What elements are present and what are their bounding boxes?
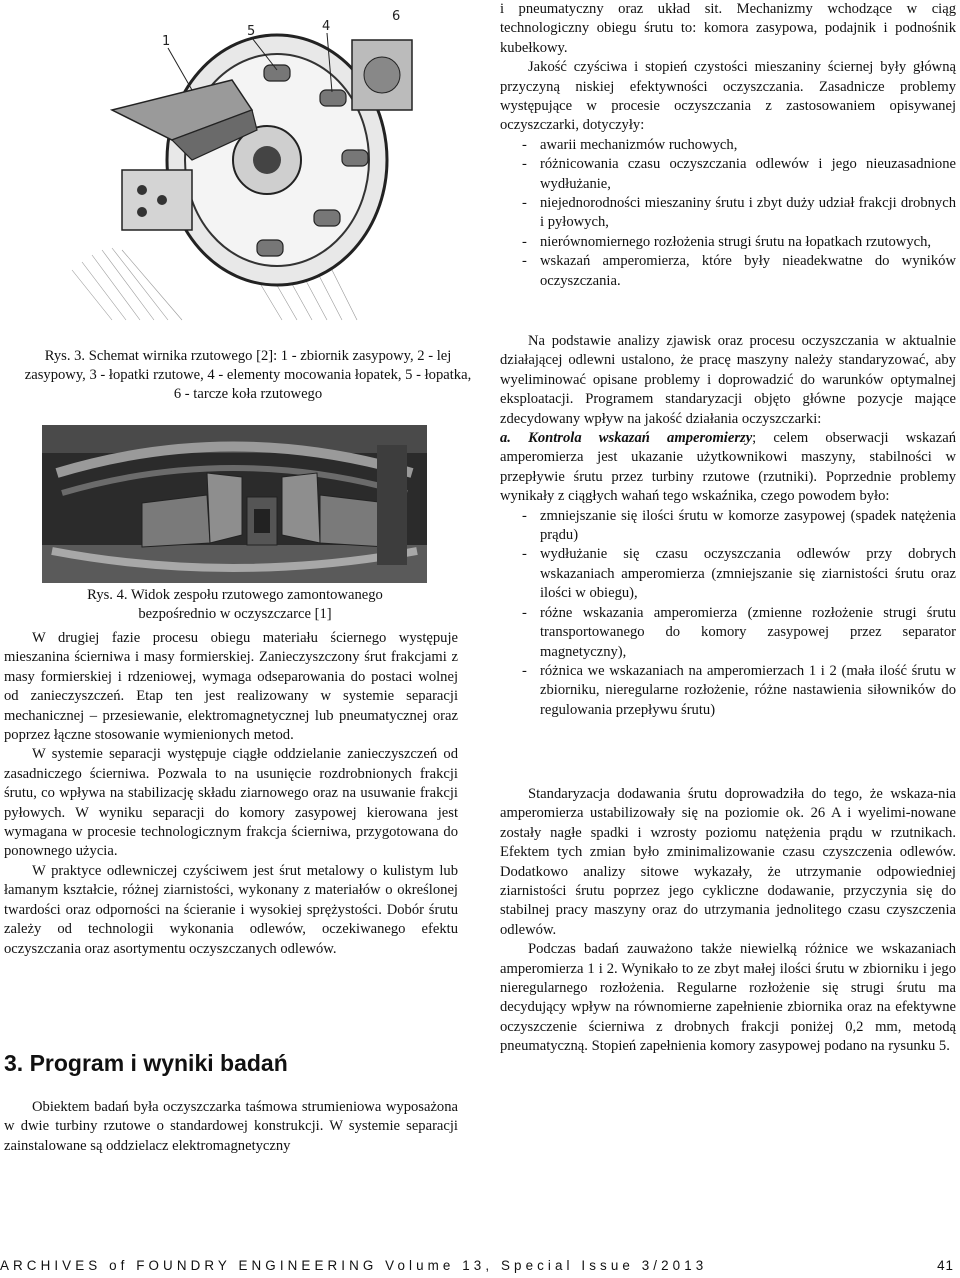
svg-text:1: 1 [162,34,171,49]
figure-4-caption-line1: Rys. 4. Widok zespołu rzutowego zamontowanego [87,587,383,603]
paragraph: W praktyce odlewniczej czyściwem jest śrut metalowy o kulistym lub łamanym kształcie, różnej ziarnistości, wykonany z materiałów o określonej twardości oraz odporności na ścieranie i wysokiej sprężystości. Dobór śrutu zależy od technologii wykonania odlewów, oczekiwanego efektu oczyszczania oraz asortymentu oczyszczanych odlewów. [4,862,458,957]
list-item: - niejednorodności mieszaniny śrutu i zbyt duży udział frakcji drobnych i pyłowych, [522,194,956,233]
paragraph: Obiektem badań była oczyszczarka taśmowa strumieniowa wyposażona w dwie turbiny rzutowe o standardowej konstrukcji. W systemie separacji zainstalowane są oddzielacz elektromagnetyczny [4,1099,458,1154]
left-column-body [4,629,458,959]
list-item: - różnicowania czasu oczyszczania odlewów i jego nieuzasadnione wydłużanie, [522,155,956,194]
right-column-bottom [500,785,956,1057]
svg-text:6: 6 [392,9,401,24]
list-item: - awarii mechanizmów ruchowych, [522,136,956,155]
list-item: - wskazań amperomierza, które były nieadekwatne do wyników oczyszczania. [522,252,956,291]
inline-label: a. Kontrola wskazań amperomierzy [500,430,753,447]
paragraph: Na podstawie analizy zjawisk oraz procesu oczyszczania w aktualnie działającej odlewni ustalono, że pracę maszyny należy standaryzować, aby wyeliminować opisane problemy i doprowadzić do warunków optymalnej eksploatacji. Programem standaryzacji objęto główne pozycje mające zdecydowany wpływ na jakość działania oczyszczarki: [500,333,956,427]
page-number: 41 [937,1258,954,1273]
problems-list [500,136,956,291]
causes-list [500,507,956,720]
journal-title: ARCHIVES of FOUNDRY ENGINEERING Volume 13, Special Issue 3/2013 [0,1258,708,1273]
paragraph: Jakość czyściwa i stopień czystości mieszaniny ściernej były główną przyczyną niskiej efektywności oczyszczania. Zasadnicze problemy występujące w procesie oczyszczania z zastosowaniem opisywanej oczyszczarki, dotyczyły: [500,59,956,134]
right-column-top [500,0,956,291]
paragraph [500,429,956,507]
left-column-section-text [4,1098,458,1156]
journal-footer [0,1258,960,1276]
paragraph: W systemie separacji występuje ciągłe oddzielanie zanieczyszczeń od zasadniczego ścierniwa. Pozwala to na usunięcie rozdrobnionych frakcji śrutu, co wpływa na stabilizację składu ziarnowego oraz na usuwanie frakcji pyłowych. W wyniku separacji do komory zasypowej kierowana jest wymagana w procesie technologicznym frakcja ścierniwa, przygotowana do ponownego użycia. [4,746,458,860]
figure-3-impeller-drawing [52,0,472,330]
list-item: - nierównomiernego rozłożenia strugi śrutu na łopatkach rzutowych, [522,233,956,252]
paragraph: W drugiej fazie procesu obiegu materiału ściernego występuje mieszanina ścierniwa i masy formierskiej. Zanieczyszczony śrut frakcjami z masy formierskiej i rdzeniowej, wymaga odseparowania do postaci wolnej od zanieczyszczeń. Etap ten jest realizowany w systemie separacji mechanicznej – przesiewanie, elektromagnetycznej lub pneumatycznej oraz poprzez łączne stosowanie wymienionych metod. [4,630,458,744]
svg-text:4: 4 [322,19,331,34]
list-item: - różnica we wskazaniach na amperomierzach 1 i 2 (mała ilość śrutu w zbiorniku, nieregularne rozłożenie, różne nastawienia siłowników do regulowania przepływu śrutu) [522,662,956,720]
paragraph: i pneumatyczny oraz układ sit. Mechanizmy wchodzące w ciąg technologiczny obiegu śrutu to: komora zasypowa, podajnik i podnośnik kubełkowy. [500,1,956,56]
figure-4-caption [40,586,430,624]
list-item: - wydłużanie się czasu oczyszczania odlewów przy dobrych wskazaniach amperomierza (zmniejszanie się ziarnistości śrutu oraz ilości w obiegu), [522,545,956,603]
right-column-middle [500,332,956,720]
svg-text:5: 5 [247,24,256,39]
list-item: - zmniejszanie się ilości śrutu w komorze zasypowej (spadek natężenia prądu) [522,507,956,546]
inline-text: ; celem obserwacji wskazań amperomierza jest ukazanie użytkownikowi maszyny, stabilności w przepływie śrutu przez turbiny rzutowe (rzutniki). Poprzednie problemy wynikały z ciągłych wahań tego wskaźnika, czego powodem było: [500,430,956,505]
figure-4-blast-wheel-photo [42,425,427,583]
figure-4-caption-line2: bezpośrednio w oczyszczarce [1] [138,606,332,622]
list-item: - różne wskazania amperomierza (zmienne rozłożenie strugi śrutu transportowanego do komory zasypowej przez separator magnetyczny), [522,604,956,662]
section-heading: 3. Program i wyniki badań [4,1050,288,1076]
paragraph: Standaryzacja dodawania śrutu doprowadziła do tego, że wskaza-nia amperomierza ustabilizowały się na poziomie ok. 26 A i wyelimi-nowane zostały nagłe spadki i wzrosty poziomu natężenia prądu w rzutnikach. Efektem tych zmian było zminimalizowanie czasu czyszczenia odlewów. Dodatkowo analizy sitowe wykazały, że utrzymanie odpowiedniej ziarnistości śrutu poprzez jego cykliczne dodawanie, przyczynia się do stabilnej pracy maszyny oraz do utrzymania jednolitego czasu czyszczenia odlewów. [500,786,956,938]
figure-3-caption: Rys. 3. Schemat wirnika rzutowego [2]: 1 - zbiornik zasypowy, 2 - lej zasypowy, 3 - łopatki rzutowe, 4 - elementy mocowania łopatek, 5 - łopatka, 6 - tarcze koła rzutowego [24,348,472,402]
paragraph: Podczas badań zauważono także niewielką różnice we wskazaniach amperomierza 1 i 2. Wynikało to ze zbyt małej ilości śrutu w zbiorniku i jego nieregularnego rozłożenia. Regularne rozłożenie się strugi śrutu ma decydujący wpływ na równomierne zapełnienie zbiornika oraz na efektywne oczyszczenie ścierniwa z drobnych frakcji poniżej 0,2 mm, metodą pneumatyczną. Stopień zapełnienia komory zasypowej podano na rysunku 5. [500,941,956,1055]
